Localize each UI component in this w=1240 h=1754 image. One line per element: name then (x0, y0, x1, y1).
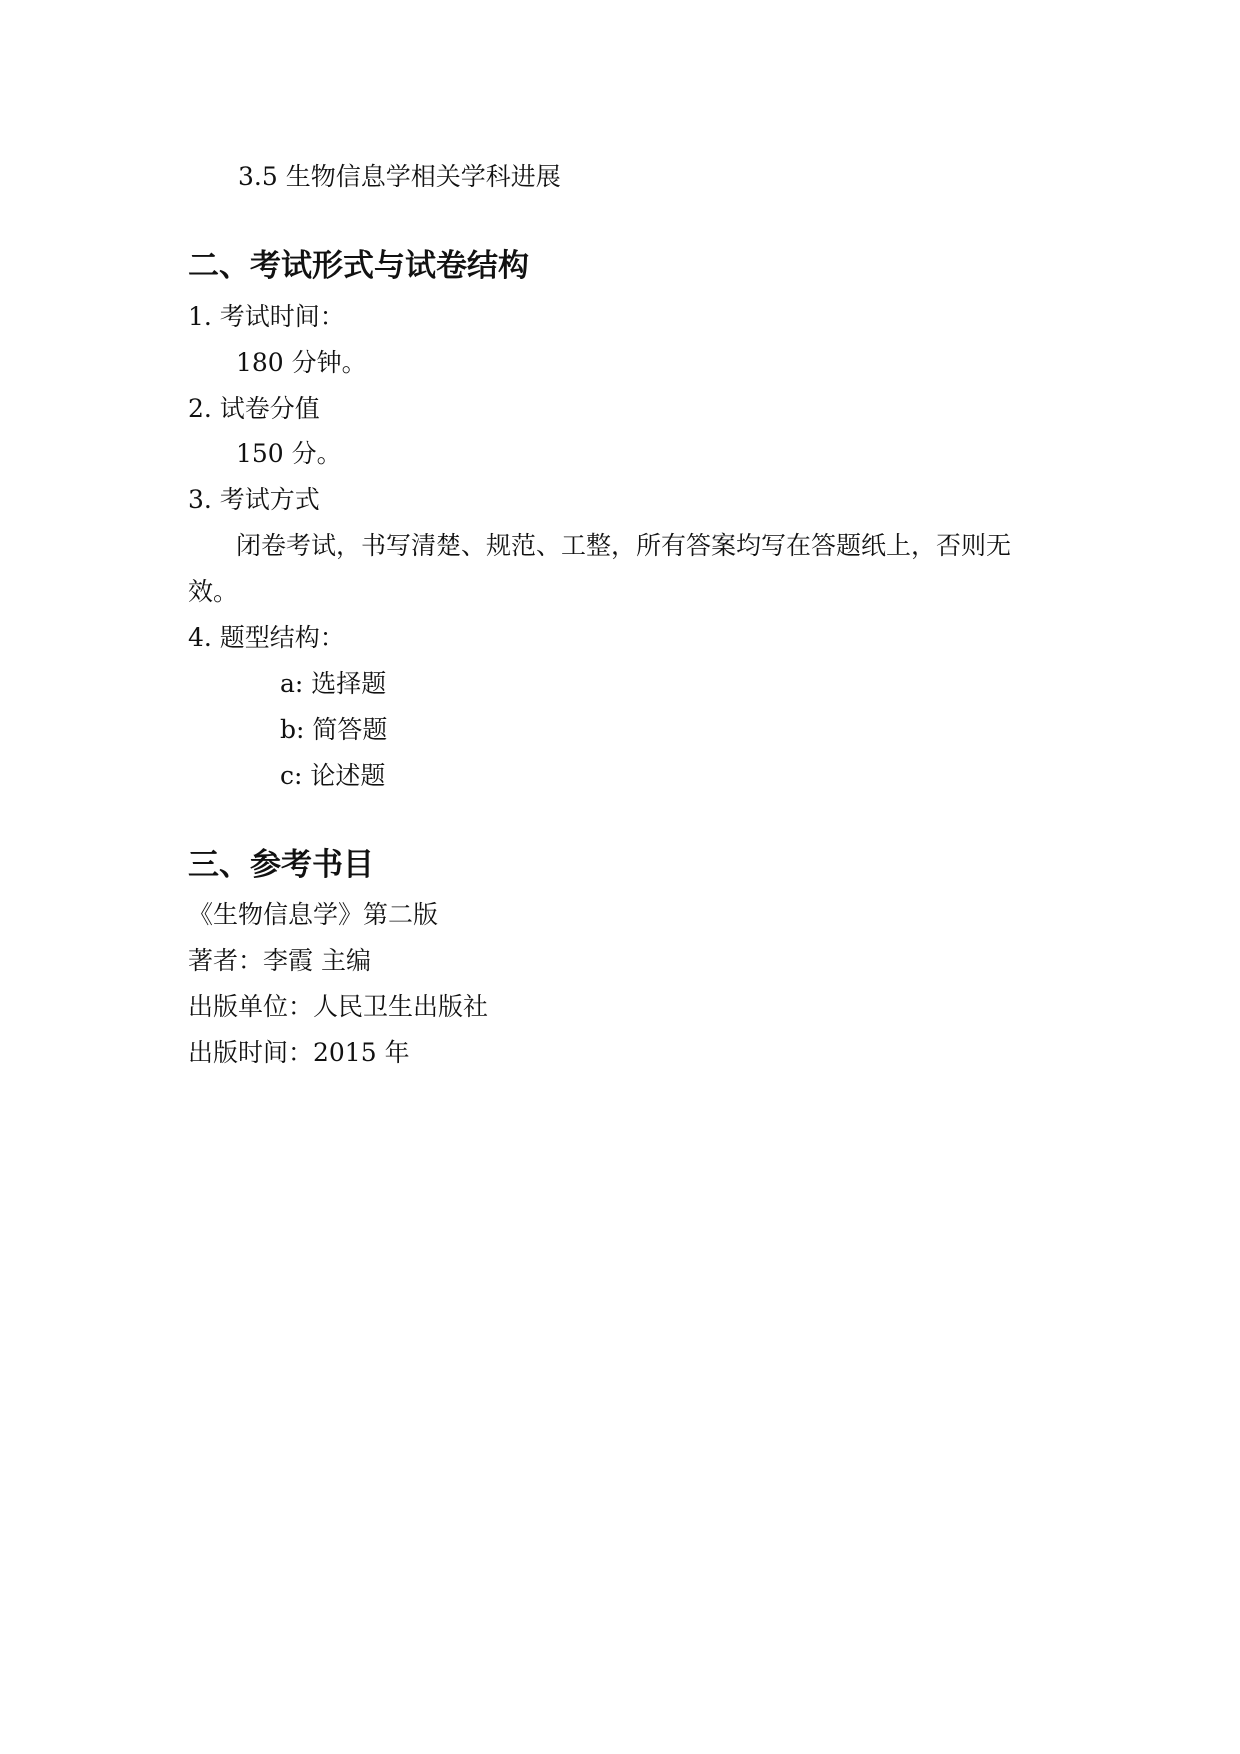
reference-publisher: 出版单位：人民卫生出版社 (188, 992, 489, 1021)
question-type-b: b: 简答题 (280, 715, 388, 744)
exam-time-value: 180 分钟。 (236, 348, 367, 377)
reference-publish-time: 出版时间：2015 年 (188, 1038, 410, 1067)
exam-mode-label: 3. 考试方式 (188, 485, 320, 514)
question-type-a: a: 选择题 (280, 669, 387, 698)
exam-mode-value-line2: 效。 (188, 577, 239, 606)
reference-book-title: 《生物信息学》第二版 (188, 900, 439, 929)
paper-score-value: 150 分。 (236, 439, 342, 468)
question-type-c: c: 论述题 (280, 761, 386, 790)
exam-time-label: 1. 考试时间： (188, 302, 345, 331)
question-structure-label: 4. 题型结构： (188, 623, 345, 652)
exam-mode-value-line1: 闭卷考试，书写清楚、规范、工整，所有答案均写在答题纸上，否则无 (236, 531, 1012, 560)
section-heading-exam-format: 二、考试形式与试卷结构 (188, 248, 529, 284)
paper-score-label: 2. 试卷分值 (188, 394, 320, 423)
outline-item-3-5: 3.5 生物信息学相关学科进展 (238, 162, 561, 191)
section-heading-references: 三、参考书目 (188, 847, 374, 883)
reference-author: 著者：李霞 主编 (188, 946, 371, 975)
